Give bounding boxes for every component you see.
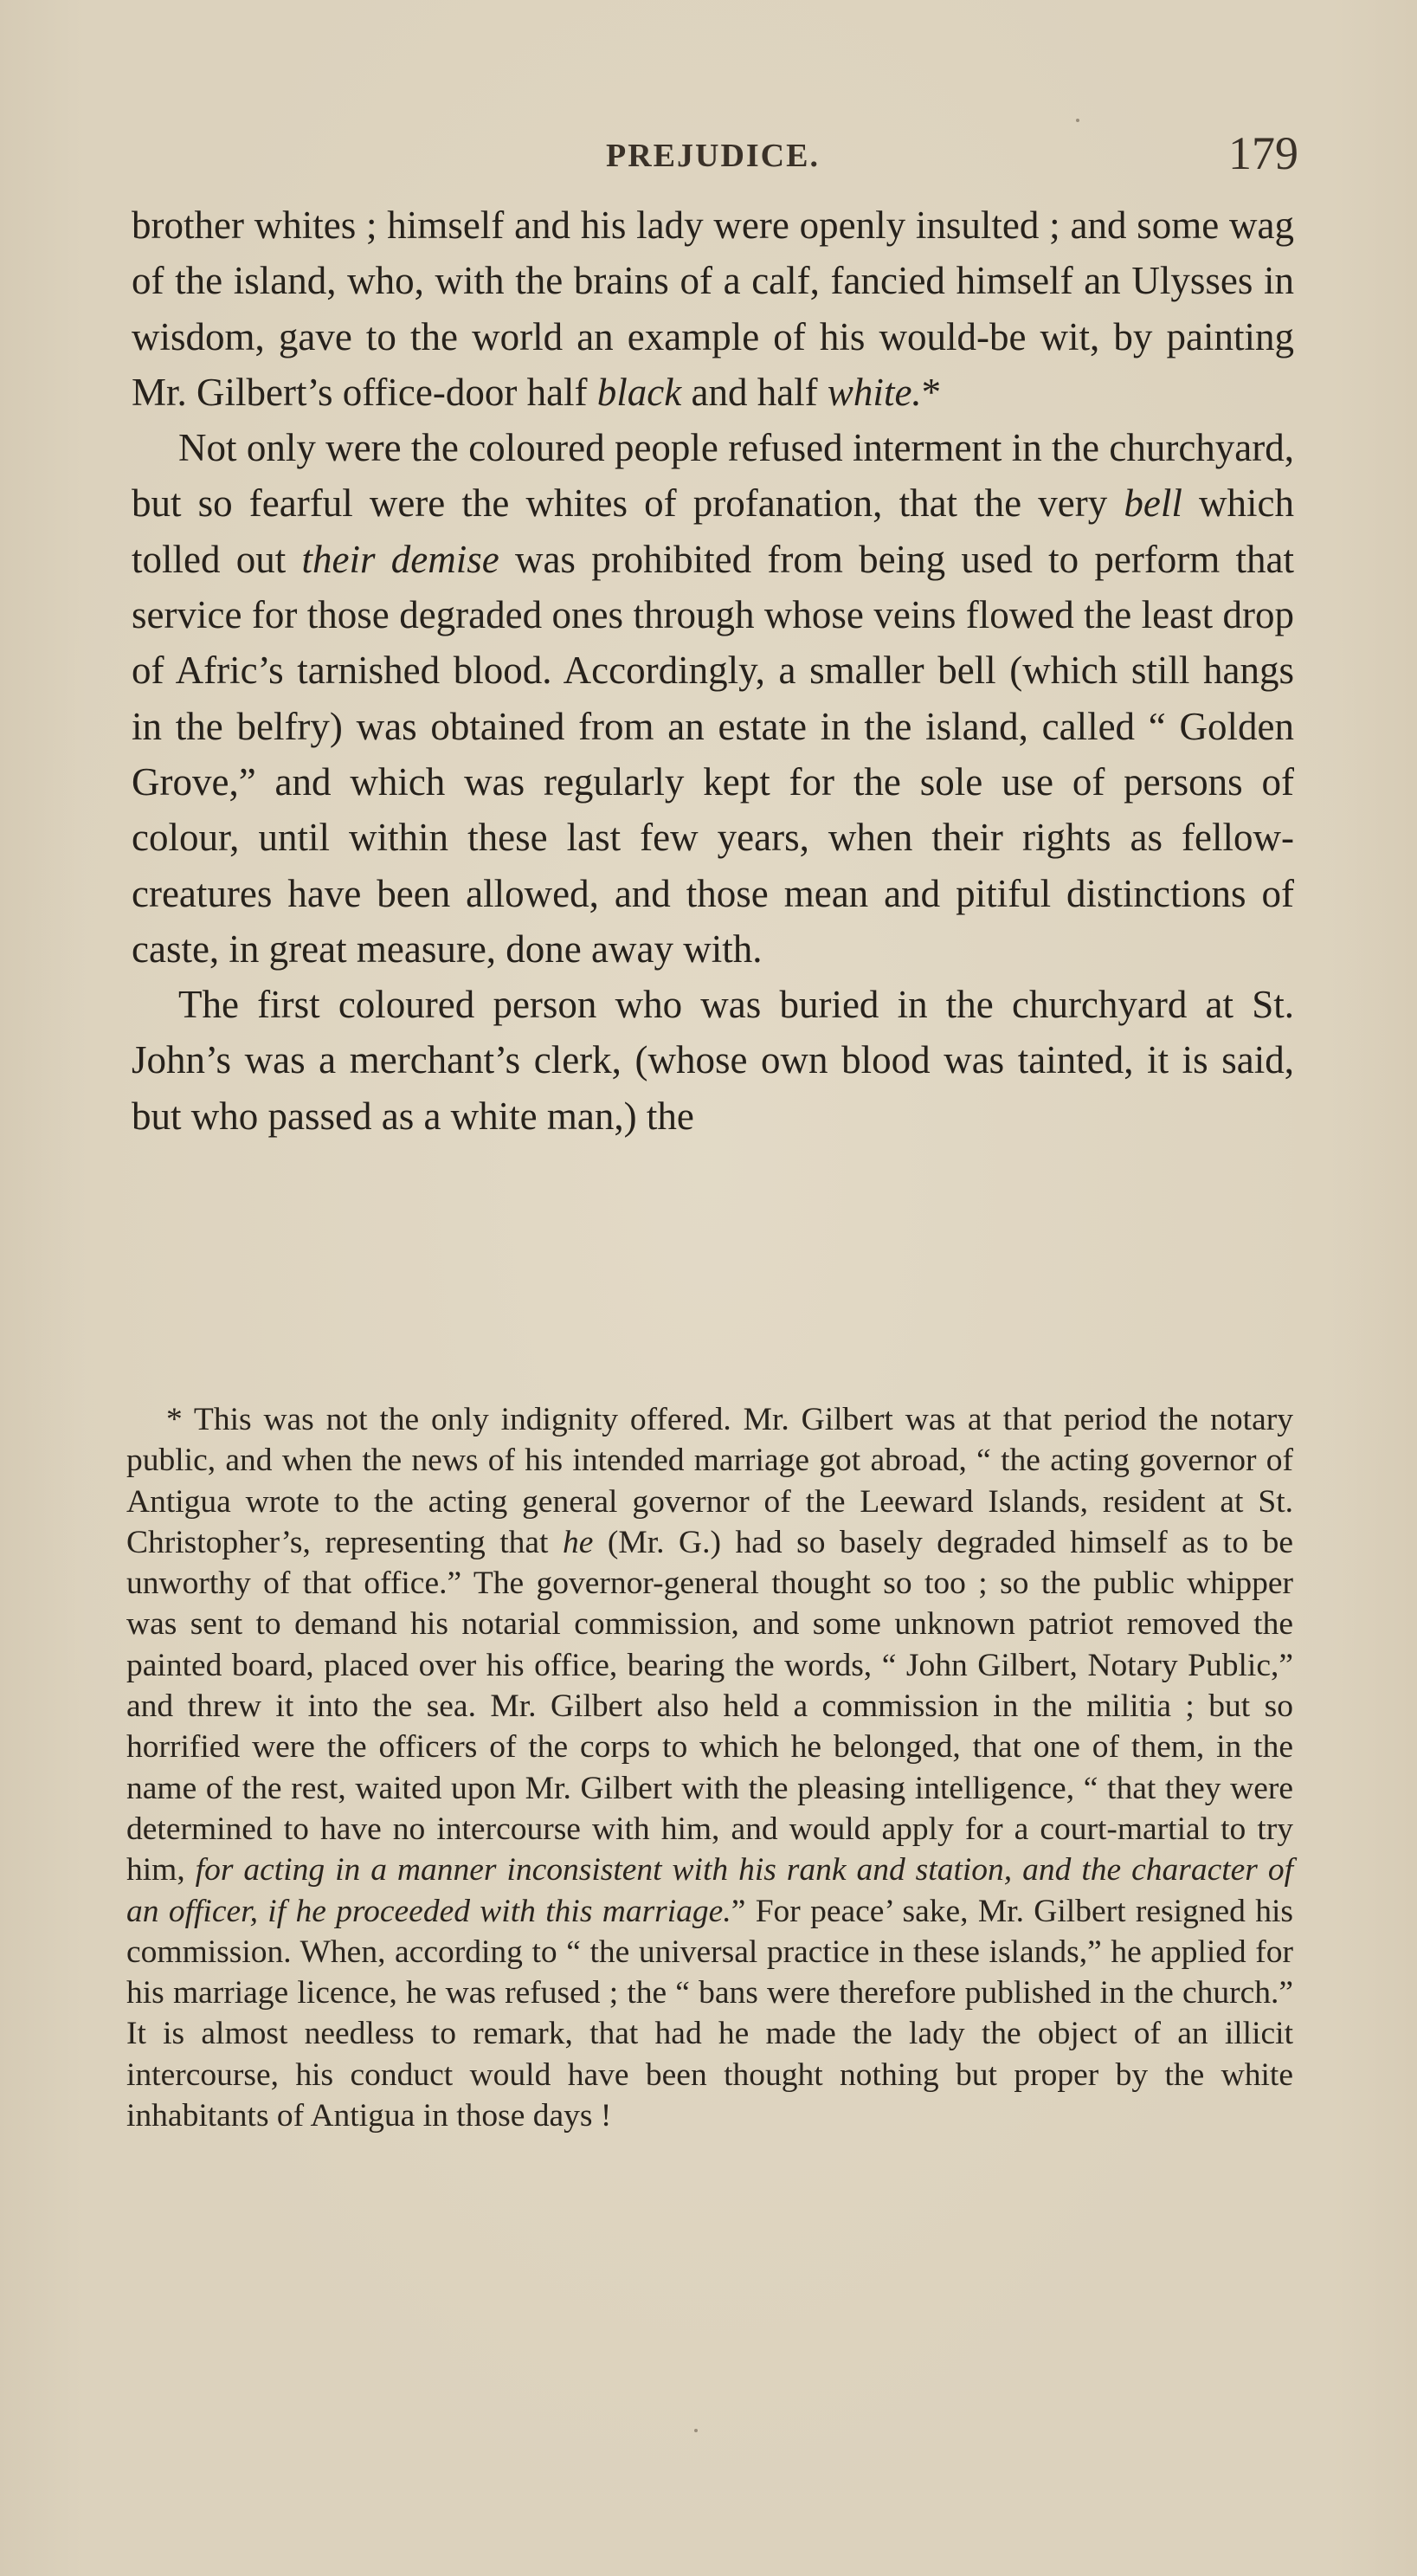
- footnote-text-b: (Mr. G.) had so basely degraded himself as to be unworthy of that office.” The governor-general thought so too ; so the public whipper was sent to demand his notarial commission, and some unknown patriot removed the painted board, placed over his office, bearing the words, “ John Gilbert, Notary Public,” and threw it into the sea. Mr. Gilbert also held a commission in the militia ; but so horrified were the officers of the corps to which he belonged, that one of them, in the name of the rest, waited upon Mr. Gilbert with the pleasing intelligence, “ that they were determined to have no intercourse with him, and would apply for a court-martial to try him,: [126, 1524, 1294, 1888]
- footnote-italic-quote: for acting in a manner inconsistent with his rank and station, and the character of an officer, if he proceeded with this marriage.: [126, 1852, 1293, 1929]
- footnote-marker: *: [921, 370, 942, 414]
- paragraph-3-text: The first coloured person who was buried in the churchyard at St. John’s was a merchant’s clerk, (whose own blood was tainted, it is said, but who passed as a white man,) the: [132, 983, 1294, 1138]
- footnote: [126, 1399, 1293, 2136]
- paragraph-1-text-a: brother whites ; himself and his lady were openly insulted ; and some wag of the island, who, with the brains of a calf, fancied himself an Ulysses in wisdom, gave to the world an example of his would-be wit, by painting Mr. Gilbert’s office-door half: [132, 203, 1294, 414]
- paragraph-2-text-b: which tolled out: [132, 481, 1294, 581]
- paper-speck: [694, 2429, 698, 2432]
- footnote-text-a: * This was not the only indignity offered. Mr. Gilbert was at that period the notary public, and when the news of his intended marriage got abroad, “ the acting governor of Antigua wrote to the acting general governor of the Leeward Islands, resident at St. Christopher’s, representing that: [126, 1402, 1293, 1560]
- paper-speck: [1076, 119, 1079, 122]
- paragraph-1: [132, 197, 1294, 420]
- paragraph-2-text-a: Not only were the coloured people refused interment in the churchyard, but so fearful were the whites of profanation, that the very: [132, 426, 1294, 526]
- paragraph-3: [132, 977, 1294, 1144]
- page-header: [130, 127, 1298, 184]
- paragraph-2: [132, 420, 1294, 977]
- footnote-paragraph: [126, 1399, 1293, 2136]
- paragraph-2-italic-their-demise: their demise: [301, 537, 499, 581]
- paragraph-2-italic-bell: bell: [1124, 481, 1182, 526]
- main-text: [132, 197, 1294, 1144]
- paragraph-1-text-b: and half: [681, 370, 828, 414]
- running-head: PREJUDICE.: [606, 138, 820, 174]
- paragraph-1-italic-white: white.: [827, 370, 922, 414]
- page-number: 179: [1228, 127, 1298, 179]
- paragraph-1-italic-black: black: [596, 370, 682, 414]
- footnote-italic-he: he: [562, 1524, 594, 1560]
- footnote-text-c: ” For peace’ sake, Mr. Gilbert resigned his commission. When, according to “ the universal practice in these islands,” he applied for his marriage licence, he was refused ; the “ bans were therefore published in the church.” It is almost needless to remark, that had he made the lady the object of an illicit intercourse, his conduct would have been thought nothing but proper by the white inhabitants of Antigua in those days !: [126, 1893, 1294, 2134]
- paragraph-2-text-c: was prohibited from being used to perform that service for those degraded ones through whose veins flowed the least drop of Afric’s tarnished blood. Accordingly, a smaller bell (which still hangs in the belfry) was obtained from an estate in the island, called “ Golden Grove,” and which was regularly kept for the sole use of persons of colour, until within these last few years, when their rights as fellow-creatures have been allowed, and those mean and pitiful distinctions of caste, in great measure, done away with.: [132, 537, 1295, 971]
